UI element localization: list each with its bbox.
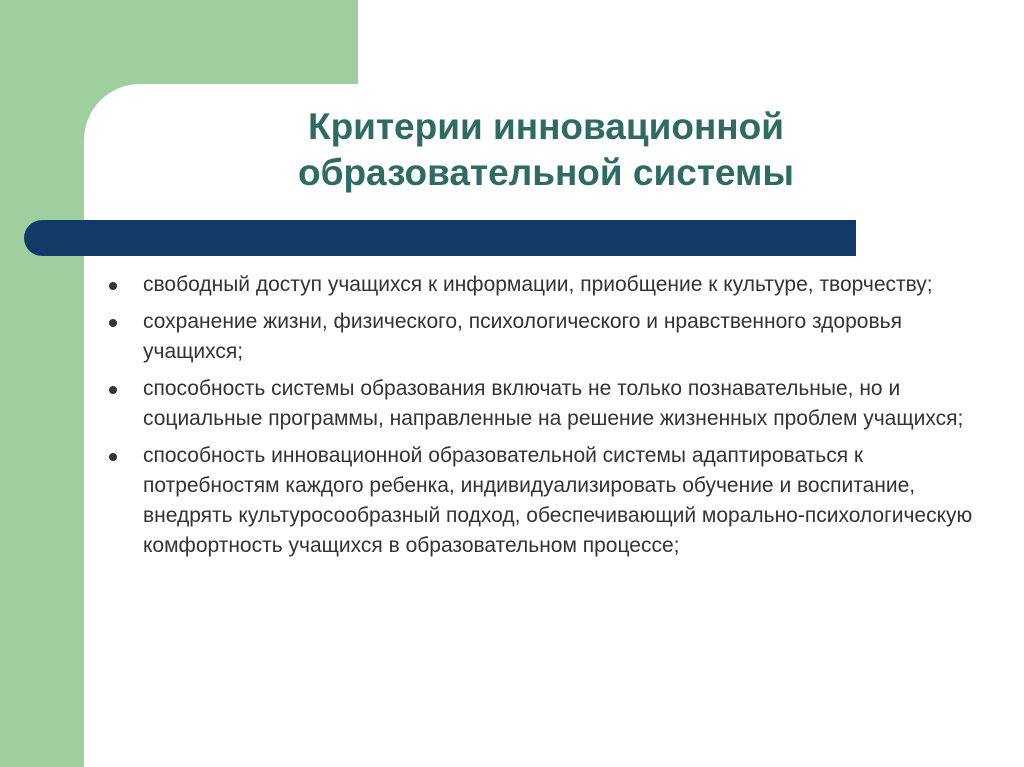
bullet-list (100, 270, 980, 568)
bullet-text-1: свободный доступ учащихся к информации, приобщение к культуре, творчеству; (143, 273, 933, 296)
title-underline-bar (24, 220, 856, 256)
slide-title (226, 104, 866, 196)
bullet-dot-icon (109, 453, 117, 461)
bullet-text-2: сохранение жизни, физического, психологического и нравственного здоровья учащихся; (143, 310, 902, 363)
bullet-dot-icon (109, 319, 117, 327)
bullet-dot-icon (109, 386, 117, 394)
bullet-text-3: способность системы образования включать не только познавательные, но и социальные программы, направленные на решение жизненных проблем учащихся; (143, 377, 964, 430)
slide-title-line-2: образовательной системы (298, 152, 794, 193)
bullet-dot-icon (109, 282, 117, 290)
bullet-item-4 (100, 441, 980, 561)
slide-title-line-1: Критерии инновационной (307, 106, 784, 147)
bullet-item-3 (100, 374, 980, 434)
bullet-item-1 (100, 270, 980, 300)
bullet-item-2 (100, 307, 980, 367)
bullet-text-4: способность инновационной образовательной системы адаптироваться к потребностям каждого ребенка, индивидуализировать обучение и воспитание, внедрять культуросообразный подход, обеспечивающий морально-психологическую комфортность учащихся в образовательном процессе; (143, 444, 973, 557)
